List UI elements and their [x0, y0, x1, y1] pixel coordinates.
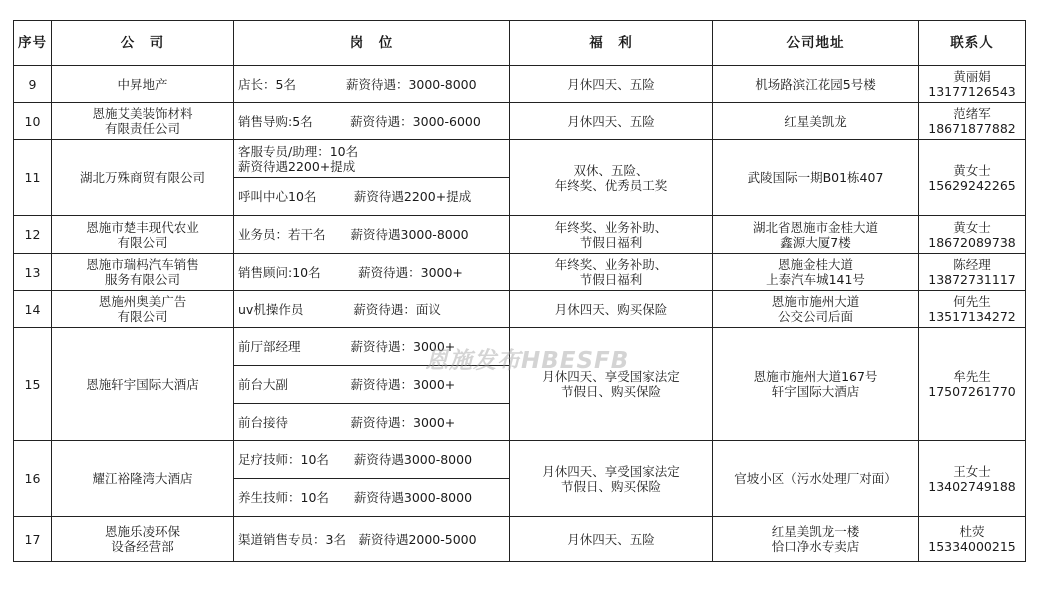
position-cell: 渠道销售专员：3名 薪资待遇2000-5000	[234, 517, 510, 562]
company-name: 恩施轩宇国际大酒店	[52, 328, 234, 441]
welfare-cell: 年终奖、业务补助、 节假日福利	[510, 254, 713, 291]
contact-cell	[919, 254, 1026, 291]
company-name: 恩施艾美装饰材料 有限责任公司	[52, 103, 234, 140]
row-number: 16	[14, 441, 52, 517]
contact-phone: 15334000215	[928, 539, 1016, 554]
welfare-cell: 年终奖、业务补助、 节假日福利	[510, 216, 713, 254]
contact-name: 何先生	[953, 294, 991, 309]
contact-phone: 13177126543	[928, 84, 1016, 99]
row-number: 14	[14, 291, 52, 328]
table-row	[14, 140, 1026, 178]
position-cell: 店长：5名 薪资待遇：3000-8000	[234, 66, 510, 103]
table-row	[14, 441, 1026, 479]
contact-name: 杜荧	[959, 524, 985, 539]
contact-phone: 13402749188	[928, 478, 1016, 494]
address-cell: 恩施市施州大道167号 轩宇国际大酒店	[713, 328, 919, 441]
welfare-cell: 月休四天、享受国家法定 节假日、购买保险	[510, 441, 713, 517]
welfare-cell: 双休、五险、 年终奖、优秀员工奖	[510, 140, 713, 216]
row-number: 13	[14, 254, 52, 291]
header-company: 公 司	[52, 21, 234, 66]
contact-phone: 18672089738	[928, 234, 1016, 250]
company-name: 恩施州奥美广告 有限公司	[52, 291, 234, 328]
row-number: 15	[14, 328, 52, 441]
contact-cell	[919, 328, 1026, 441]
contact-cell	[919, 103, 1026, 140]
position-cell: 前厅部经理 薪资待遇：3000+	[234, 328, 510, 366]
contact-name: 王女士	[953, 463, 991, 479]
contact-cell	[919, 517, 1026, 562]
welfare-cell: 月休四天、五险	[510, 66, 713, 103]
row-number: 17	[14, 517, 52, 562]
table-body	[14, 66, 1026, 562]
company-name: 耀江裕隆湾大酒店	[52, 441, 234, 517]
table-row	[14, 66, 1026, 103]
contact-cell	[919, 140, 1026, 216]
contact-phone: 17507261770	[928, 384, 1016, 399]
row-number: 10	[14, 103, 52, 140]
position-cell: 前台接待 薪资待遇：3000+	[234, 404, 510, 441]
contact-phone: 13872731117	[928, 272, 1016, 287]
address-cell: 官坡小区（污水处理厂对面）	[713, 441, 919, 517]
position-cell: 业务员：若干名 薪资待遇3000-8000	[234, 216, 510, 254]
table-row	[14, 517, 1026, 562]
address-cell: 红星美凯龙一楼 恰口净水专卖店	[713, 517, 919, 562]
header-contact: 联系人	[919, 21, 1026, 66]
position-cell: 客服专员/助理：10名 薪资待遇2200+提成	[234, 140, 510, 178]
contact-cell	[919, 291, 1026, 328]
contact-name: 范绪军	[953, 106, 991, 121]
row-number: 12	[14, 216, 52, 254]
contact-phone: 15629242265	[928, 177, 1016, 193]
position-cell: 呼叫中心10名 薪资待遇2200+提成	[234, 178, 510, 216]
address-cell: 湖北省恩施市金桂大道 鑫源大厦7楼	[713, 216, 919, 254]
header-position: 岗 位	[234, 21, 510, 66]
company-name: 恩施市楚丰现代农业 有限公司	[52, 216, 234, 254]
welfare-cell: 月休四天、购买保险	[510, 291, 713, 328]
company-name: 恩施市瑞杩汽车销售 服务有限公司	[52, 254, 234, 291]
position-cell: 前台大副 薪资待遇：3000+	[234, 366, 510, 404]
company-name: 中昇地产	[52, 66, 234, 103]
table-row	[14, 216, 1026, 254]
table-row	[14, 291, 1026, 328]
position-cell: uv机操作员 薪资待遇：面议	[234, 291, 510, 328]
contact-name: 陈经理	[953, 257, 991, 272]
contact-phone: 13517134272	[928, 309, 1016, 324]
header-row	[14, 21, 1026, 66]
welfare-cell: 月休四天、享受国家法定 节假日、购买保险	[510, 328, 713, 441]
address-cell: 武陵国际一期B01栋407	[713, 140, 919, 216]
position-cell: 养生技师：10名 薪资待遇3000-8000	[234, 479, 510, 517]
address-cell: 恩施金桂大道 上泰汽车城141号	[713, 254, 919, 291]
contact-name: 黄女士	[953, 162, 991, 178]
header-welfare: 福 利	[510, 21, 713, 66]
contact-name: 黄女士	[953, 219, 991, 235]
table-row	[14, 103, 1026, 140]
address-cell: 机场路滨江花园5号楼	[713, 66, 919, 103]
address-cell: 恩施市施州大道 公交公司后面	[713, 291, 919, 328]
contact-cell	[919, 66, 1026, 103]
row-number: 11	[14, 140, 52, 216]
address-cell: 红星美凯龙	[713, 103, 919, 140]
header-no: 序号	[14, 21, 52, 66]
position-cell: 销售顾问:10名 薪资待遇：3000+	[234, 254, 510, 291]
contact-cell	[919, 441, 1026, 517]
watermark: 恩施发布HBESFB	[425, 348, 630, 374]
company-name: 湖北万殊商贸有限公司	[52, 140, 234, 216]
contact-phone: 18671877882	[928, 121, 1016, 136]
table-row	[14, 254, 1026, 291]
contact-name: 牟先生	[953, 369, 991, 384]
company-name: 恩施乐凌环保 设备经营部	[52, 517, 234, 562]
welfare-cell: 月休四天、五险	[510, 103, 713, 140]
contact-cell	[919, 216, 1026, 254]
row-number: 9	[14, 66, 52, 103]
header-address: 公司地址	[713, 21, 919, 66]
jobs-table	[13, 20, 1026, 562]
welfare-cell: 月休四天、五险	[510, 517, 713, 562]
contact-name: 黄丽娟	[953, 69, 991, 84]
position-cell: 销售导购:5名 薪资待遇：3000-6000	[234, 103, 510, 140]
position-cell: 足疗技师：10名 薪资待遇3000-8000	[234, 441, 510, 479]
